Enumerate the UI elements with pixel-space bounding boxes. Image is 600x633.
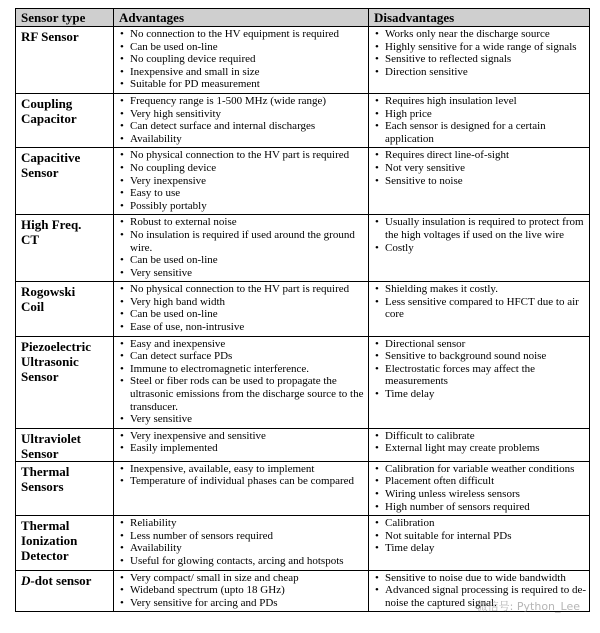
advantage-item: • Useful for glowing contacts, arcing and hotspots: [114, 555, 366, 568]
sensor-name-line: Ionization: [21, 533, 78, 549]
advantage-item: • Very inexpensive: [114, 175, 366, 188]
advantages-list: [114, 338, 368, 426]
advantages-list: [114, 283, 368, 333]
sensor-name-line: Ultrasonic: [21, 353, 79, 369]
disadvantage-item: • Not very sensitive: [369, 162, 587, 175]
advantage-item: • Temperature of individual phases can be compared: [114, 475, 366, 488]
advantage-item: • Easy and inexpensive: [114, 338, 366, 351]
advantages-cell: [114, 215, 369, 282]
disadvantage-item: • Sensitive to noise: [369, 175, 587, 188]
disadvantages-list: [369, 430, 589, 455]
advantages-list: [114, 28, 368, 91]
advantage-item: • No connection to the HV equipment is required: [114, 28, 366, 41]
watermark-text: 微信号: Python_Lee: [476, 600, 580, 613]
sensor-name-line: Rogowski: [21, 284, 76, 300]
disadvantage-item: • Sensitive to reflected signals: [369, 53, 587, 66]
header-sensor-type: Sensor type: [16, 9, 114, 27]
disadvantage-item: • Advanced signal processing is required to de-noise the captured signal.: [369, 584, 587, 609]
sensor-name-line: Sensor: [21, 445, 59, 461]
sensor-type-cell: [16, 516, 114, 570]
sensor-type-cell: [16, 570, 114, 612]
sensor-name-line: Sensor: [21, 368, 59, 384]
disadvantage-item: • Each sensor is designed for a certain application: [369, 120, 587, 145]
advantage-item: • Inexpensive and small in size: [114, 66, 366, 79]
disadvantages-cell: [369, 516, 590, 570]
advantage-item: • Possibly portably: [114, 200, 366, 213]
header-advantages: Advantages: [114, 9, 369, 27]
table-row: [16, 336, 590, 428]
advantage-item: • Availability: [114, 542, 366, 555]
sensor-type-cell: [16, 336, 114, 428]
advantages-list: [114, 430, 368, 455]
disadvantage-item: • Requires direct line-of-sight: [369, 149, 587, 162]
disadvantage-item: • Costly: [369, 242, 587, 255]
disadvantage-item: • Not suitable for internal PDs: [369, 530, 587, 543]
sensor-comparison-table-container: [15, 8, 589, 612]
advantage-item: • Can be used on-line: [114, 308, 366, 321]
disadvantage-item: • High price: [369, 108, 587, 121]
advantage-item: • Suitable for PD measurement: [114, 78, 366, 91]
advantages-cell: [114, 93, 369, 147]
disadvantage-item: • Shielding makes it costly.: [369, 283, 587, 296]
disadvantage-item: • Time delay: [369, 542, 587, 555]
advantage-item: • Steel or fiber rods can be used to propagate the ultrasonic emissions from the discharge source to the transducer.: [114, 375, 366, 413]
disadvantage-item: • External light may create problems: [369, 442, 587, 455]
sensor-name-line: Sensors: [21, 478, 64, 494]
advantages-list: [114, 95, 368, 145]
disadvantages-cell: [369, 282, 590, 336]
sensor-name-line: Piezoelectric: [21, 338, 91, 354]
advantage-item: • Very sensitive: [114, 413, 366, 426]
advantage-item: • Frequency range is 1-500 MHz (wide range): [114, 95, 366, 108]
disadvantage-item: • Directional sensor: [369, 338, 587, 351]
advantage-item: • Very sensitive for arcing and PDs: [114, 597, 366, 610]
sensor-type-cell: [16, 27, 114, 94]
disadvantages-list: [369, 95, 589, 145]
disadvantage-item: • Difficult to calibrate: [369, 430, 587, 443]
advantage-item: • Ease of use, non-intrusive: [114, 321, 366, 334]
advantage-item: • Immune to electromagnetic interference.: [114, 363, 366, 376]
disadvantage-item: • High number of sensors required: [369, 501, 587, 514]
sensor-name-line: Coil: [21, 299, 45, 315]
table-row: [16, 461, 590, 515]
sensor-name-line: Thermal: [21, 463, 70, 479]
sensor-name-line: Thermal: [21, 518, 70, 534]
table-body: [16, 27, 590, 612]
advantages-cell: [114, 27, 369, 94]
sensor-type-cell: [16, 428, 114, 461]
advantages-cell: [114, 282, 369, 336]
advantages-cell: [114, 516, 369, 570]
advantages-cell: [114, 428, 369, 461]
disadvantage-item: • Works only near the discharge source: [369, 28, 587, 41]
table-row: [16, 148, 590, 215]
sensor-type-cell: [16, 282, 114, 336]
advantage-item: • Less number of sensors required: [114, 530, 366, 543]
advantage-item: • Very high band width: [114, 296, 366, 309]
advantage-item: • Can detect surface and internal discharges: [114, 120, 366, 133]
disadvantage-item: • Sensitive to noise due to wide bandwidth: [369, 572, 587, 585]
table-row: [16, 27, 590, 94]
advantage-item: • Can be used on-line: [114, 41, 366, 54]
advantage-item: • Availability: [114, 133, 366, 146]
sensor-comparison-table: [15, 8, 590, 612]
advantages-cell: [114, 461, 369, 515]
table-row: [16, 282, 590, 336]
advantage-item: • No coupling device: [114, 162, 366, 175]
advantage-item: • No physical connection to the HV part is required: [114, 283, 366, 296]
disadvantages-cell: [369, 93, 590, 147]
disadvantages-list: [369, 216, 589, 254]
advantages-list: [114, 463, 368, 488]
sensor-name-line: Ultraviolet: [21, 430, 81, 446]
disadvantages-list: [369, 338, 589, 401]
disadvantage-item: • Time delay: [369, 388, 587, 401]
disadvantage-item: • Requires high insulation level: [369, 95, 587, 108]
disadvantage-item: • Placement often difficult: [369, 475, 587, 488]
sensor-name-line: High Freq.: [21, 217, 82, 233]
sensor-type-cell: [16, 93, 114, 147]
advantage-item: • Inexpensive, available, easy to implement: [114, 463, 366, 476]
advantage-item: • Very inexpensive and sensitive: [114, 430, 366, 443]
advantages-list: [114, 149, 368, 212]
table-row: [16, 516, 590, 570]
advantage-item: • Very compact/ small in size and cheap: [114, 572, 366, 585]
disadvantages-list: [369, 149, 589, 187]
disadvantages-cell: [369, 148, 590, 215]
advantage-item: • Can detect surface PDs: [114, 350, 366, 363]
advantage-item: • Very sensitive: [114, 267, 366, 280]
disadvantages-cell: [369, 215, 590, 282]
table-header-row: [16, 9, 590, 27]
advantages-list: [114, 517, 368, 567]
advantage-item: • Easy to use: [114, 187, 366, 200]
table-row: [16, 93, 590, 147]
advantage-item: • Wideband spectrum (upto 18 GHz): [114, 584, 366, 597]
disadvantage-item: • Calibration: [369, 517, 587, 530]
disadvantages-cell: [369, 461, 590, 515]
disadvantages-cell: [369, 336, 590, 428]
table-row: [16, 215, 590, 282]
disadvantage-item: • Calibration for variable weather conditions: [369, 463, 587, 476]
advantages-cell: [114, 336, 369, 428]
disadvantage-item: • Electrostatic forces may affect the measurements: [369, 363, 587, 388]
sensor-name-line: Detector: [21, 548, 69, 564]
disadvantage-item: • Highly sensitive for a wide range of signals: [369, 41, 587, 54]
disadvantage-item: • Wiring unless wireless sensors: [369, 488, 587, 501]
disadvantages-list: [369, 463, 589, 513]
disadvantage-item: • Direction sensitive: [369, 66, 587, 79]
advantage-item: • Reliability: [114, 517, 366, 530]
advantages-list: [114, 572, 368, 610]
disadvantage-item: • Less sensitive compared to HFCT due to air core: [369, 296, 587, 321]
disadvantages-list: [369, 28, 589, 78]
sensor-name-line: RF Sensor: [21, 29, 79, 44]
sensor-name-line: Coupling: [21, 95, 73, 111]
advantage-item: • No insulation is required if used around the ground wire.: [114, 229, 366, 254]
advantages-cell: [114, 570, 369, 612]
advantage-item: • No physical connection to the HV part is required: [114, 149, 366, 162]
sensor-name-line: Sensor: [21, 165, 59, 181]
advantage-item: • Very high sensitivity: [114, 108, 366, 121]
header-disadvantages: Disadvantages: [369, 9, 590, 27]
disadvantage-item: • Usually insulation is required to protect from the high voltages if used on the live wire: [369, 216, 587, 241]
sensor-name-line: CT: [21, 232, 40, 248]
sensor-name-rest: -dot sensor: [30, 572, 92, 588]
advantage-item: • Robust to external noise: [114, 216, 366, 229]
advantages-cell: [114, 148, 369, 215]
disadvantages-list: [369, 517, 589, 555]
disadvantages-list: [369, 283, 589, 321]
sensor-type-cell: [16, 215, 114, 282]
sensor-name-line: Capacitive: [21, 150, 81, 166]
disadvantage-item: • Sensitive to background sound noise: [369, 350, 587, 363]
advantage-item: • Can be used on-line: [114, 254, 366, 267]
advantage-item: • Easily implemented: [114, 442, 366, 455]
sensor-type-cell: [16, 148, 114, 215]
sensor-name-italic: D: [21, 572, 31, 588]
advantage-item: • No coupling device required: [114, 53, 366, 66]
sensor-name-line: Capacitor: [21, 110, 77, 126]
sensor-name-line: [21, 573, 110, 588]
disadvantages-cell: [369, 428, 590, 461]
table-row: [16, 428, 590, 461]
disadvantages-cell: [369, 27, 590, 94]
advantages-list: [114, 216, 368, 279]
sensor-type-cell: [16, 461, 114, 515]
